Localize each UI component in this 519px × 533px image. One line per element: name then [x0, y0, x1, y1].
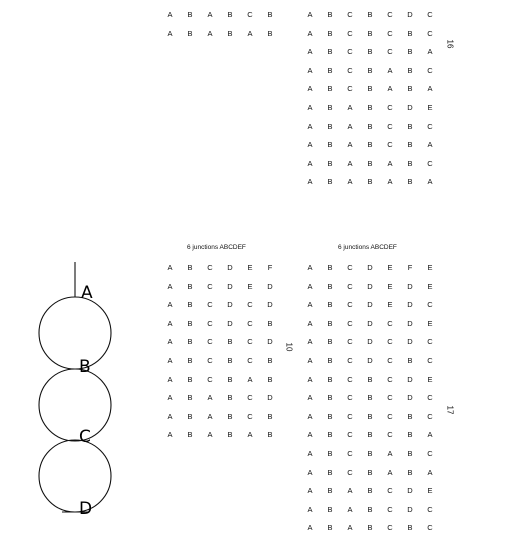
- grid-cell: B: [407, 65, 413, 75]
- grid-cell: B: [407, 140, 413, 150]
- grid-cell: B: [327, 337, 333, 347]
- grid-cell: C: [347, 65, 353, 75]
- grid-cell: A: [167, 318, 173, 328]
- grid-cell: B: [407, 411, 413, 421]
- grid-cell: B: [367, 467, 373, 477]
- grid-heading-middle-right: 6 junctions ABCDEF: [338, 244, 397, 251]
- grid-cell: C: [347, 467, 353, 477]
- grid-cell: A: [307, 430, 313, 440]
- grid-cell: B: [187, 393, 193, 403]
- circle-bottom: [39, 440, 111, 512]
- grid-cell: D: [367, 318, 373, 328]
- grid-cell: A: [427, 430, 433, 440]
- grid-cell: B: [407, 84, 413, 94]
- grid-cell: B: [227, 374, 233, 384]
- grid-cell: C: [387, 28, 393, 38]
- grid-cell: D: [407, 281, 413, 291]
- grid-cell: A: [307, 84, 313, 94]
- grid-cell: C: [427, 121, 433, 131]
- grid-cell: B: [327, 84, 333, 94]
- grid-cell: E: [427, 263, 433, 272]
- grid-cell: B: [367, 103, 373, 112]
- grid-cell: B: [327, 393, 333, 403]
- grid-cell: B: [367, 10, 373, 19]
- grid-cell: D: [367, 263, 373, 272]
- grid-cell: A: [387, 65, 393, 75]
- grid-cell: D: [407, 337, 413, 347]
- grid-cell: C: [347, 337, 353, 347]
- grid-cell: F: [267, 263, 273, 272]
- grid-cell: B: [327, 318, 333, 328]
- grid-cell: A: [307, 504, 313, 514]
- circle-top: [39, 297, 111, 369]
- grid-cell: C: [387, 486, 393, 496]
- junction-label-b: B: [79, 357, 91, 377]
- grid-cell: B: [227, 10, 233, 19]
- grid-cell: B: [367, 121, 373, 131]
- circle-middle: [39, 369, 111, 441]
- grid-cell: C: [247, 318, 253, 328]
- grid-cell: D: [407, 374, 413, 384]
- grid-cell: A: [307, 103, 313, 112]
- grid-cell: C: [207, 318, 213, 328]
- grid-cell: C: [347, 28, 353, 38]
- grid-cell: B: [367, 449, 373, 458]
- grid-cell: B: [327, 28, 333, 38]
- grid-cell: D: [407, 103, 413, 112]
- grid-cell: A: [347, 140, 353, 150]
- grid-cell: A: [387, 158, 393, 168]
- grid-cell: B: [267, 356, 273, 365]
- grid-cell: B: [327, 374, 333, 384]
- grid-cell: D: [267, 393, 273, 403]
- grid-cell: B: [267, 374, 273, 384]
- grid-cell: B: [327, 523, 333, 533]
- grid-cell: B: [267, 411, 273, 421]
- grid-cell: B: [187, 10, 193, 19]
- grid-cell: B: [367, 393, 373, 403]
- grid-cell: B: [267, 430, 273, 440]
- grid-cell: C: [247, 411, 253, 421]
- grid-cell: C: [427, 411, 433, 421]
- grid-cell: A: [307, 47, 313, 57]
- grid-cell: B: [227, 337, 233, 347]
- grid-cell: A: [307, 140, 313, 150]
- grid-cell: A: [307, 300, 313, 310]
- grid-cell: A: [247, 374, 253, 384]
- grid-cell: B: [327, 449, 333, 458]
- grid-cell: C: [347, 356, 353, 365]
- grid-cell: A: [167, 374, 173, 384]
- grid-cell: B: [227, 393, 233, 403]
- junction-label-a: A: [81, 283, 93, 303]
- grid-cell: A: [307, 523, 313, 533]
- grid-cell: A: [387, 177, 393, 187]
- grid-cell: C: [427, 504, 433, 514]
- grid-cell: A: [207, 10, 213, 19]
- grid-cell: A: [347, 523, 353, 533]
- grid-cell: B: [407, 467, 413, 477]
- grid-cell: B: [327, 121, 333, 131]
- grid-cell: A: [307, 28, 313, 38]
- grid-cell: C: [427, 300, 433, 310]
- grid-cell: D: [407, 10, 413, 19]
- grid-cell: B: [187, 281, 193, 291]
- grid-cell: A: [307, 65, 313, 75]
- grid-cell: B: [407, 523, 413, 533]
- grid-cell: A: [167, 29, 173, 38]
- grid-cell: A: [167, 281, 173, 291]
- grid-cell: C: [347, 411, 353, 421]
- grid-cell: C: [427, 28, 433, 38]
- grid-cell: B: [327, 411, 333, 421]
- grid-cell: B: [367, 523, 373, 533]
- grid-cell: B: [327, 10, 333, 19]
- grid-cell: B: [367, 177, 373, 187]
- grid-cell: C: [347, 430, 353, 440]
- grid-cell: B: [327, 103, 333, 112]
- grid-cell: B: [367, 65, 373, 75]
- grid-cell: B: [407, 430, 413, 440]
- grid-cell: B: [187, 430, 193, 440]
- grid-cell: B: [187, 263, 193, 272]
- grid-cell: C: [387, 523, 393, 533]
- grid-cell: C: [247, 300, 253, 310]
- grid-cell: B: [367, 28, 373, 38]
- grid-cell: B: [327, 356, 333, 365]
- grid-cell: E: [387, 300, 393, 310]
- grid-cell: C: [427, 10, 433, 19]
- grid-cell: D: [367, 337, 373, 347]
- grid-cell: B: [367, 374, 373, 384]
- grid-cell: B: [267, 10, 273, 19]
- grid-cell: A: [347, 177, 353, 187]
- grid-cell: D: [267, 281, 273, 291]
- grid-cell: C: [347, 449, 353, 458]
- grid-cell: C: [347, 47, 353, 57]
- grid-cell: D: [227, 263, 233, 272]
- grid-cell: A: [207, 411, 213, 421]
- grid-cell: C: [387, 318, 393, 328]
- grid-cell: B: [187, 29, 193, 38]
- grid-cell: C: [387, 10, 393, 19]
- grid-cell: B: [267, 29, 273, 38]
- grid-cell: B: [227, 430, 233, 440]
- grid-cell: A: [307, 337, 313, 347]
- grid-cell: B: [367, 140, 373, 150]
- grid-cell: F: [407, 263, 413, 272]
- grid-cell: B: [367, 411, 373, 421]
- grid-cell: A: [307, 263, 313, 272]
- grid-cell: C: [427, 356, 433, 365]
- grid-cell: A: [307, 374, 313, 384]
- grid-cell: C: [347, 10, 353, 19]
- grid-cell: C: [387, 411, 393, 421]
- grid-cell: A: [307, 281, 313, 291]
- grid-cell: B: [327, 65, 333, 75]
- grid-cell: C: [247, 337, 253, 347]
- grid-cell: B: [327, 263, 333, 272]
- grid-cell: C: [207, 281, 213, 291]
- grid-cell: B: [407, 449, 413, 458]
- grid-cell: B: [187, 300, 193, 310]
- grid-cell: B: [187, 356, 193, 365]
- grid-cell: A: [427, 467, 433, 477]
- grid-cell: B: [407, 356, 413, 365]
- grid-cell: B: [367, 84, 373, 94]
- grid-cell: C: [427, 523, 433, 533]
- grid-cell: B: [327, 486, 333, 496]
- grid-cell: B: [227, 411, 233, 421]
- grid-cell: E: [247, 263, 253, 272]
- grid-cell: C: [427, 393, 433, 403]
- grid-cell: A: [167, 430, 173, 440]
- grid-cell: B: [407, 177, 413, 187]
- grid-cell: B: [327, 281, 333, 291]
- grid-cell: D: [227, 281, 233, 291]
- grid-cell: A: [307, 449, 313, 458]
- grid-cell: A: [387, 449, 393, 458]
- grid-cell: E: [427, 281, 433, 291]
- grid-cell: E: [427, 318, 433, 328]
- grid-cell: E: [427, 486, 433, 496]
- grid-cell: A: [167, 263, 173, 272]
- grid-cell: C: [207, 263, 213, 272]
- grid-cell: C: [387, 103, 393, 112]
- grid-cell: D: [227, 318, 233, 328]
- grid-cell: A: [427, 47, 433, 57]
- grid-cell: A: [167, 411, 173, 421]
- grid-cell: A: [347, 121, 353, 131]
- grid-cell: B: [227, 356, 233, 365]
- page-number-middle: 10: [284, 342, 294, 352]
- grid-cell: D: [407, 300, 413, 310]
- grid-cell: C: [207, 300, 213, 310]
- grid-cell: A: [307, 10, 313, 19]
- grid-heading-middle-left: 6 junctions ABCDEF: [187, 244, 246, 251]
- grid-cell: B: [327, 504, 333, 514]
- grid-cell: E: [427, 103, 433, 112]
- grid-cell: A: [167, 10, 173, 19]
- grid-cell: C: [207, 356, 213, 365]
- grid-cell: A: [307, 318, 313, 328]
- grid-cell: A: [387, 84, 393, 94]
- grid-cell: C: [347, 318, 353, 328]
- grid-cell: C: [207, 374, 213, 384]
- grid-cell: D: [407, 318, 413, 328]
- grid-cell: C: [387, 504, 393, 514]
- grid-cell: D: [267, 300, 273, 310]
- grid-cell: C: [387, 430, 393, 440]
- grid-cell: A: [207, 29, 213, 38]
- grid-cell: D: [367, 356, 373, 365]
- grid-cell: D: [227, 300, 233, 310]
- grid-cell: A: [167, 337, 173, 347]
- grid-cell: A: [387, 467, 393, 477]
- grid-cell: B: [327, 430, 333, 440]
- grid-cell: B: [367, 486, 373, 496]
- grid-cell: D: [267, 337, 273, 347]
- grid-cell: A: [347, 486, 353, 496]
- grid-cell: B: [327, 158, 333, 168]
- grid-cell: B: [187, 411, 193, 421]
- grid-cell: C: [387, 47, 393, 57]
- grid-cell: A: [307, 486, 313, 496]
- grid-cell: B: [187, 374, 193, 384]
- grid-cell: A: [207, 430, 213, 440]
- grid-cell: C: [387, 393, 393, 403]
- grid-cell: B: [267, 318, 273, 328]
- grid-cell: C: [427, 449, 433, 458]
- grid-cell: E: [387, 281, 393, 291]
- grid-cell: A: [427, 177, 433, 187]
- grid-cell: B: [327, 140, 333, 150]
- grid-cell: B: [187, 337, 193, 347]
- grid-cell: B: [327, 300, 333, 310]
- grid-cell: A: [307, 411, 313, 421]
- grid-cell: B: [407, 28, 413, 38]
- grid-cell: D: [367, 300, 373, 310]
- grid-cell: B: [187, 318, 193, 328]
- grid-cell: A: [347, 504, 353, 514]
- grid-cell: D: [407, 393, 413, 403]
- junction-label-c: C: [79, 427, 91, 447]
- grid-cell: C: [347, 84, 353, 94]
- grid-cell: A: [167, 356, 173, 365]
- grid-cell: B: [227, 29, 233, 38]
- grid-cell: A: [307, 177, 313, 187]
- grid-cell: B: [367, 504, 373, 514]
- grid-cell: A: [247, 29, 253, 38]
- grid-cell: A: [347, 103, 353, 112]
- grid-cell: B: [367, 47, 373, 57]
- grid-cell: D: [367, 281, 373, 291]
- page-number-top: 16: [445, 39, 455, 49]
- grid-cell: A: [207, 393, 213, 403]
- grid-cell: C: [427, 65, 433, 75]
- grid-cell: C: [347, 281, 353, 291]
- grid-cell: B: [407, 158, 413, 168]
- grid-cell: C: [387, 374, 393, 384]
- grid-cell: D: [407, 486, 413, 496]
- grid-cell: C: [347, 393, 353, 403]
- grid-cell: C: [247, 356, 253, 365]
- grid-cell: B: [327, 47, 333, 57]
- grid-cell: C: [347, 300, 353, 310]
- grid-cell: B: [367, 158, 373, 168]
- grid-cell: C: [347, 374, 353, 384]
- grid-cell: C: [427, 337, 433, 347]
- grid-cell: B: [367, 430, 373, 440]
- page-number-right: 17: [445, 405, 455, 415]
- grid-cell: A: [167, 300, 173, 310]
- grid-cell: C: [387, 140, 393, 150]
- grid-cell: A: [307, 393, 313, 403]
- grid-cell: D: [407, 504, 413, 514]
- grid-cell: A: [427, 84, 433, 94]
- grid-cell: E: [247, 281, 253, 291]
- junction-label-d: D: [79, 499, 93, 515]
- grid-cell: C: [387, 356, 393, 365]
- grid-cell: C: [347, 263, 353, 272]
- grid-cell: C: [247, 393, 253, 403]
- grid-cell: B: [327, 467, 333, 477]
- grid-cell: A: [427, 140, 433, 150]
- grid-cell: B: [407, 121, 413, 131]
- grid-cell: C: [427, 158, 433, 168]
- grid-cell: C: [247, 10, 253, 19]
- grid-cell: A: [347, 158, 353, 168]
- grid-cell: A: [307, 121, 313, 131]
- grid-cell: C: [387, 121, 393, 131]
- grid-cell: B: [407, 47, 413, 57]
- grid-cell: A: [307, 158, 313, 168]
- grid-cell: B: [327, 177, 333, 187]
- grid-cell: E: [387, 263, 393, 272]
- grid-cell: A: [307, 356, 313, 365]
- grid-cell: C: [207, 337, 213, 347]
- grid-cell: A: [247, 430, 253, 440]
- grid-cell: E: [427, 374, 433, 384]
- grid-cell: C: [387, 337, 393, 347]
- grid-cell: A: [307, 467, 313, 477]
- grid-cell: A: [167, 393, 173, 403]
